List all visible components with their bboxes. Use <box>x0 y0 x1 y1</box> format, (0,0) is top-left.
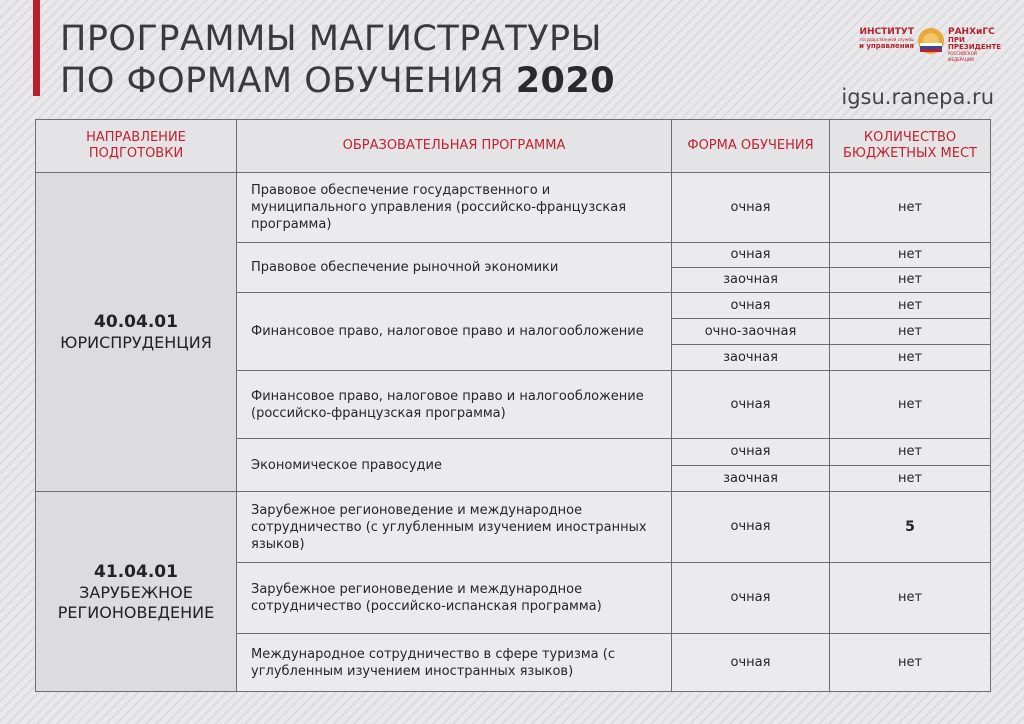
count-cell: 5 <box>830 492 991 563</box>
logo-left-line-3: и управления <box>858 42 914 50</box>
form-cell: заочная <box>672 345 830 371</box>
form-cell: очная <box>672 492 830 563</box>
direction-code: 40.04.01 <box>94 312 178 332</box>
website-url: igsu.ranepa.ru <box>841 85 994 109</box>
program-name: Правовое обеспечение государственного и муниципального управления (российско-французская программа) <box>237 173 672 243</box>
program-name: Экономическое правосудие <box>237 439 672 492</box>
logo-left-text <box>858 28 914 50</box>
count-cell: нет <box>830 268 991 293</box>
form-cell: очная <box>672 173 830 243</box>
sun-emblem-icon <box>916 26 946 56</box>
logo-right-line-3: РОССИЙСКОЙ ФЕДЕРАЦИИ <box>948 51 977 62</box>
title-line-2: ПО ФОРМАМ ОБУЧЕНИЯ <box>60 61 505 101</box>
count-cell: нет <box>830 634 991 692</box>
institute-logo <box>858 26 1002 66</box>
title-line-1: ПРОГРАММЫ МАГИСТРАТУРЫ <box>60 19 602 59</box>
table-row <box>36 173 991 243</box>
accent-bar <box>33 0 40 96</box>
programs-table <box>35 119 991 692</box>
page-title <box>60 18 615 102</box>
direction-name: ЮРИСПРУДЕНЦИЯ <box>60 333 212 352</box>
header-direction: НАПРАВЛЕНИЕ ПОДГОТОВКИ <box>36 120 237 173</box>
logo-left-line-1: ИНСТИТУТ <box>859 27 914 37</box>
form-cell: очная <box>672 563 830 634</box>
program-name: Зарубежное регионоведение и международное сотрудничество (с углубленным изучением иностранных языков) <box>237 492 672 563</box>
program-name: Международное сотрудничество в сфере туризма (с углубленным изучением иностранных языков) <box>237 634 672 692</box>
program-name: Правовое обеспечение рыночной экономики <box>237 243 672 293</box>
form-cell: очная <box>672 371 830 439</box>
direction-name: ЗАРУБЕЖНОЕ РЕГИОНОВЕДЕНИЕ <box>57 582 215 622</box>
logo-right-line-2: ПРИ ПРЕЗИДЕНТЕ <box>948 36 1002 51</box>
header-form: ФОРМА ОБУЧЕНИЯ <box>672 120 830 173</box>
count-cell: нет <box>830 293 991 319</box>
logo-left-line-2: государственной службы <box>859 37 914 42</box>
header-count: КОЛИЧЕСТВО БЮДЖЕТНЫХ МЕСТ <box>830 120 991 173</box>
direction-code: 41.04.01 <box>94 561 178 582</box>
header-program: ОБРАЗОВАТЕЛЬНАЯ ПРОГРАММА <box>237 120 672 173</box>
count-cell: нет <box>830 563 991 634</box>
count-cell: нет <box>830 243 991 268</box>
form-cell: очная <box>672 439 830 466</box>
form-cell: очная <box>672 243 830 268</box>
logo-right-line-1: РАНХиГС <box>948 27 995 37</box>
form-cell: заочная <box>672 466 830 492</box>
form-cell: очная <box>672 634 830 692</box>
table-row <box>36 492 991 563</box>
program-name: Зарубежное регионоведение и международное сотрудничество (российско-испанская программа) <box>237 563 672 634</box>
program-name: Финансовое право, налоговое право и налогообложение <box>237 293 672 371</box>
count-cell: нет <box>830 466 991 492</box>
direction-cell <box>36 173 237 492</box>
count-cell: нет <box>830 371 991 439</box>
count-cell: нет <box>830 319 991 345</box>
direction-cell <box>36 492 237 692</box>
form-cell: очно-заочная <box>672 319 830 345</box>
program-name: Финансовое право, налоговое право и налогообложение (российско-французская программа) <box>237 371 672 439</box>
table-header-row <box>36 120 991 173</box>
form-cell: очная <box>672 293 830 319</box>
form-cell: заочная <box>672 268 830 293</box>
count-cell: нет <box>830 173 991 243</box>
count-cell: нет <box>830 439 991 466</box>
count-cell: нет <box>830 345 991 371</box>
logo-right-text <box>948 28 1000 63</box>
title-year: 2020 <box>515 61 616 101</box>
